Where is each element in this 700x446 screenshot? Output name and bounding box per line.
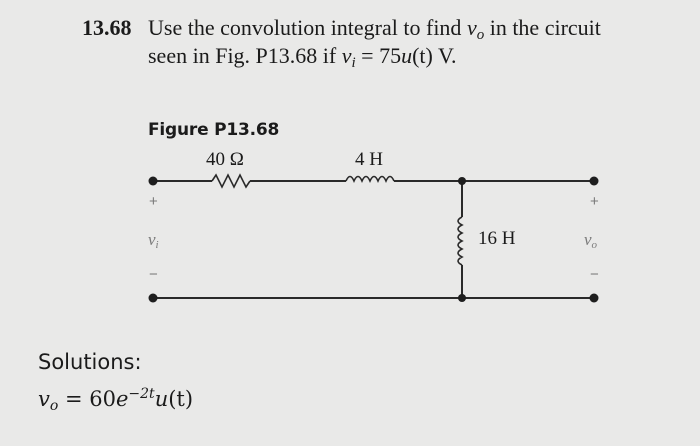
subscript-i: i: [155, 239, 159, 251]
var-v: v: [341, 43, 352, 68]
statement-text: in the circuit: [484, 15, 601, 40]
inductor-4h: [346, 177, 394, 182]
var-v: v: [38, 387, 50, 411]
output-minus-sign: −: [590, 266, 599, 283]
input-minus-sign: −: [149, 266, 158, 283]
subscript-o: o: [49, 398, 59, 414]
inductor-series-label: 4 H: [355, 149, 383, 170]
function-arg: (t): [412, 43, 433, 68]
inductor-16h: [458, 217, 462, 265]
statement-text: Use the convolution integral to find: [148, 15, 467, 40]
var-v: v: [584, 230, 592, 249]
junction-top: [458, 177, 466, 185]
statement-text: seen in Fig. P13.68 if: [148, 43, 342, 68]
input-voltage-label: [148, 230, 159, 251]
solutions-heading: Solutions:: [38, 350, 142, 374]
subscript-i: i: [351, 55, 356, 71]
equation-rhs: = 60: [58, 387, 116, 411]
output-terminal-top: [590, 177, 599, 186]
input-terminal-top: [149, 177, 158, 186]
step-function: u: [401, 43, 413, 68]
exp-base: e: [115, 387, 129, 411]
input-terminal-bottom: [149, 294, 158, 303]
problem-number: 13.68: [82, 15, 132, 40]
step-function: u: [154, 387, 169, 411]
exponent: −2t: [128, 386, 155, 402]
function-arg: (t): [168, 387, 194, 411]
subscript-o: o: [591, 239, 598, 251]
solution-answer: [38, 386, 193, 414]
input-plus-sign: +: [149, 193, 158, 210]
resistor-label: 40 Ω: [206, 149, 244, 170]
figure-title: Figure P13.68: [148, 120, 280, 140]
var-v: v: [148, 230, 156, 249]
output-voltage-label: [584, 230, 597, 251]
var-v: v: [466, 15, 477, 40]
output-terminal-bottom: [590, 294, 599, 303]
output-plus-sign: +: [590, 193, 599, 210]
resistor-40-ohm: [212, 175, 250, 187]
inductor-shunt-label: 16 H: [478, 228, 516, 249]
unit-text: V.: [432, 43, 457, 68]
subscript-o: o: [476, 27, 485, 43]
junction-bottom: [458, 294, 466, 302]
equation-rhs: = 75: [355, 43, 402, 68]
